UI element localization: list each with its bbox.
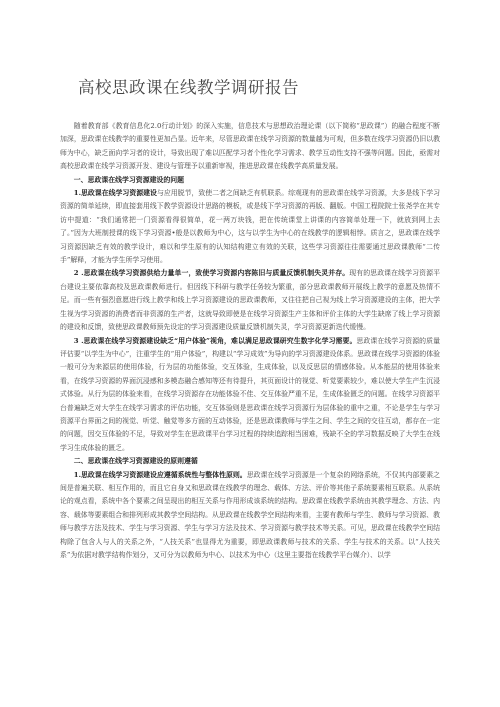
document-body [60,120,440,562]
paragraph-lead: 2 .思政课在线学习资源供给力量单一，致使学习资源内容陈旧与质量反馈机制失灵并存。 [73,269,350,278]
paragraph-lead: 1.思政课在线学习资源建设应遵循系统性与整体性原则。 [73,470,247,479]
paragraph-intro: 随着教育部《教育信息化2.0行动计划》的深入实施，信息技术与思想政治理论课（以下简称“思政课”）的融合程度不断加深，思政课在线教学的重要性更加凸显。近年来，尽管思政课在线学习资源的数量越为可观，但多数在线学习资源仍旧以教师为中心，缺乏面向学习者的设计，导致出现了难以匹配学习者个性化学习需求、教学互动性支持不强等问题。因此，亟需对高校思政课在线学习资源开发、建设与管理予以重新审视，推进思政课在线教学高质量发展。 [60,122,440,171]
paragraph-1-1 [60,187,440,267]
page-title: 高校思政课在线教学调研报告 [78,78,299,97]
paragraph-lead: 1.思政课在线学习资源建设 [73,189,157,198]
paragraph-text: 现有的思政课在线学习资源平台建设主要依靠高校及思政课教师进行。但因线下科研与教学任务较为繁重，部分思政课教师开展线上教学的意愿及热情不足。而一些有强烈意愿进行线上教学和线上学习资源建设的思政课教师，又往往把自己视为线上学习资源建设的主体，把大学生视为学习资源的消费者而非资源的生产者，这就导致即使是在线学习资源生产主体和评价主体的大学生缺席了线上学习资源的建设和反馈，致使思政课教师预先设定的学习资源建设质量反馈机制失灵，学习资源更新迭代缓慢。 [60,269,441,332]
paragraph-1-2 [60,267,440,334]
paragraph-lead: 3 .思政课在线学习资源建设缺乏“用户体验”视角，难以满足思政课研究生数字化学习需要。 [73,336,357,345]
section-heading-1: 一、思政课在线学习资源建设的问题 [73,175,185,184]
paragraph-text: 与应用脱节，致使二者之间缺乏有机联系。综观现有的思政课在线学习资源，大多是线下学习资源的简单延续，即直接套用线下教学资源设计思路的模板，或是线下学习资源的再版、翻版。中国工程院院士张尧学在其专访中提道：“我们通常把一门资源看得很简单，花一两万块钱，把在传统课堂上讲课的内容简单处理一下，就放到网上去了。”因为大班制授课的线下学习资源•般是以教师为中心，这与以学生为中心的在线教学的逻辑相悖。质言之，思政课在线学习资源因缺乏有效的教学设计，难以和学生原有的认知结构建立有效的关联，这些学习资源往往需要通过思政课教师“二传手”解释，才能为学生所学习使用。 [60,189,440,265]
paragraph-text: 思政课在线学习资源是一个复杂的网络系统，不仅其内部要素之间是普遍关联、相互作用的，而且它自身又和思政课在线教学的理念、载体、方法、评价等其他子系统要素相互联系。从系统论的观点看，系统中各个要素之间呈现出的相互关系与作用形成该系统的结构。思政课在线教学系统由其教学理念、方法、内容、载体等要素组合和排列形成其教学空间结构。从思政课在线教学空间结构来看，主要有教师与学生、教师与学习资源、教师与教学方法及技术、学生与学习资源、学生与学习方法及技术、学习资源与教学技术等关系。可见，思政课在线教学空间结构除了包含人与人的关系之外，“人技关系”也显得尤为重要，即思政课教师与技术的关系、学生与技术的关系。以“人技关系”为依据对教学结构作划分，又可分为以教师为中心、以技术为中心（这里主要指在线教学平台媒介）、以学 [60,470,440,559]
paragraph-1-3 [60,335,440,456]
paragraph-text: 思政课在线学习资源的质量评估要“以学生为中心”，注重学生的“用户体验”，构建以“学习成效”为导向的学习资源建设体系。思政课在线学习资源的体验一般可分为来源层的使用体验，行为层的功能体验，交互体验，生成体验，以及反思层的情感体验。从本能层的使用体验来看，在线学习资源的界面沉浸感和多模态融合感知等还有待提升，其页面设计的视觉、听觉要素较少，难以使大学生产生沉浸式体验。从行为层的体验来看，在线学习资源存在功能体验不佳、交互体验严重不足，生成体验匮乏的问题。在线学习资源平台普遍缺乏对大学生在线学习需求的评估功能，交互体验则是思政课在线学习资源行为层体验的重中之重，不论是学生与学习资源平台界面之间的视觉、听觉、触觉等多方面的互动体验，还是思政课教师与学生之间、学生之间的交往互动，都存在一定的问题，因交互体验的不足，导致对学生在思政课平台学习过程的持续追踪相当困难，残缺不全的学习数据反映了大学生在线学习生成体验的匮乏。 [60,336,440,452]
section-heading-2: 二、思政课在线学习资源建设的原则遵循 [73,457,198,466]
paragraph-2-1 [60,469,440,563]
